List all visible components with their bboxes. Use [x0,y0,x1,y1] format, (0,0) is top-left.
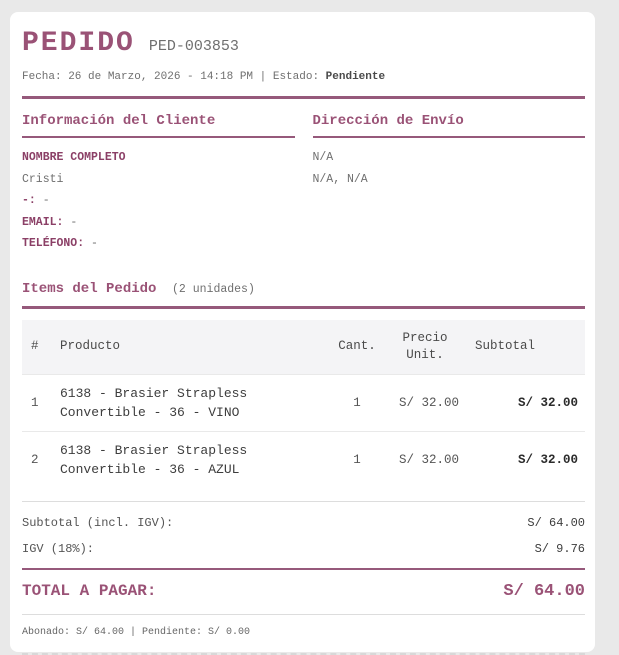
client-doc-label: -: [22,194,36,207]
items-heading: Items del Pedido [22,280,157,297]
table-row [22,431,585,488]
client-email-value: - [70,215,78,229]
items-table [22,320,585,488]
item-subtotal: S/ 32.00 [467,431,585,488]
subtotal-value: S/ 64.00 [527,515,585,530]
order-receipt-card [10,12,595,652]
total-label: TOTAL A PAGAR: [22,581,157,600]
col-header-precio-unit: Precio Unit. [383,320,467,375]
client-doc-value: - [42,194,50,207]
item-precio: S/ 32.00 [383,431,467,488]
item-subtotal: S/ 32.00 [467,374,585,431]
client-name-value: Cristi [22,172,64,186]
shipping-address-section [313,113,586,255]
shipping-line-2: N/A, N/A [312,172,368,186]
shipping-address-lines [313,147,586,190]
igv-row [22,542,585,556]
col-header-cant: Cant. [331,320,383,375]
item-precio: S/ 32.00 [383,374,467,431]
client-phone-line [22,233,295,255]
shipping-address-heading: Dirección de Envío [313,113,586,138]
table-row [22,374,585,431]
shipping-line-1: N/A [312,151,334,164]
totals-section [22,501,585,655]
subtotal-row [22,516,585,530]
subtotal-label: Subtotal (incl. IGV): [22,515,174,530]
items-divider [22,306,585,309]
igv-label: IGV (18%): [22,541,95,556]
payment-summary: Abonado: S/ 64.00 | Pendiente: S/ 0.00 [22,626,251,638]
info-columns [22,113,585,255]
item-producto: 6138 - Brasier Strapless Convertible - 36 - AZUL [56,431,331,488]
header-divider [22,96,585,99]
item-num: 1 [22,374,56,431]
order-meta-line [22,71,585,83]
order-number: PED-003853 [148,38,239,55]
col-header-subtotal: Subtotal [467,320,585,375]
order-title: PEDIDO [22,28,135,59]
items-unit-count: (2 unidades) [172,282,255,296]
client-name-label: NOMBRE COMPLETO [22,151,126,164]
total-value: S/ 64.00 [503,581,585,601]
client-email-label: EMAIL: [22,215,64,229]
item-num: 2 [22,431,56,488]
item-cant: 1 [331,431,383,488]
item-cant: 1 [331,374,383,431]
items-table-header-row [22,320,585,375]
order-status-value: Pendiente [325,71,386,83]
client-info-lines [22,147,295,255]
item-producto: 6138 - Brasier Strapless Convertible - 36 - VINO [56,374,331,431]
order-header [22,30,585,58]
igv-value: S/ 9.76 [534,541,585,556]
tear-off-dashed-divider [22,653,585,655]
col-header-num: # [22,320,56,375]
total-row [22,568,585,615]
client-phone-label: TELÉFONO: [22,237,85,250]
col-header-producto: Producto [56,320,331,375]
client-info-section [22,113,295,255]
client-phone-value: - [91,237,98,250]
items-section-header [22,279,585,297]
client-doc-line [22,190,295,212]
client-info-heading: Información del Cliente [22,113,295,138]
client-email-line [22,212,295,234]
order-date-status-text: Fecha: 26 de Marzo, 2026 - 14:18 PM | Estado: [22,71,320,83]
